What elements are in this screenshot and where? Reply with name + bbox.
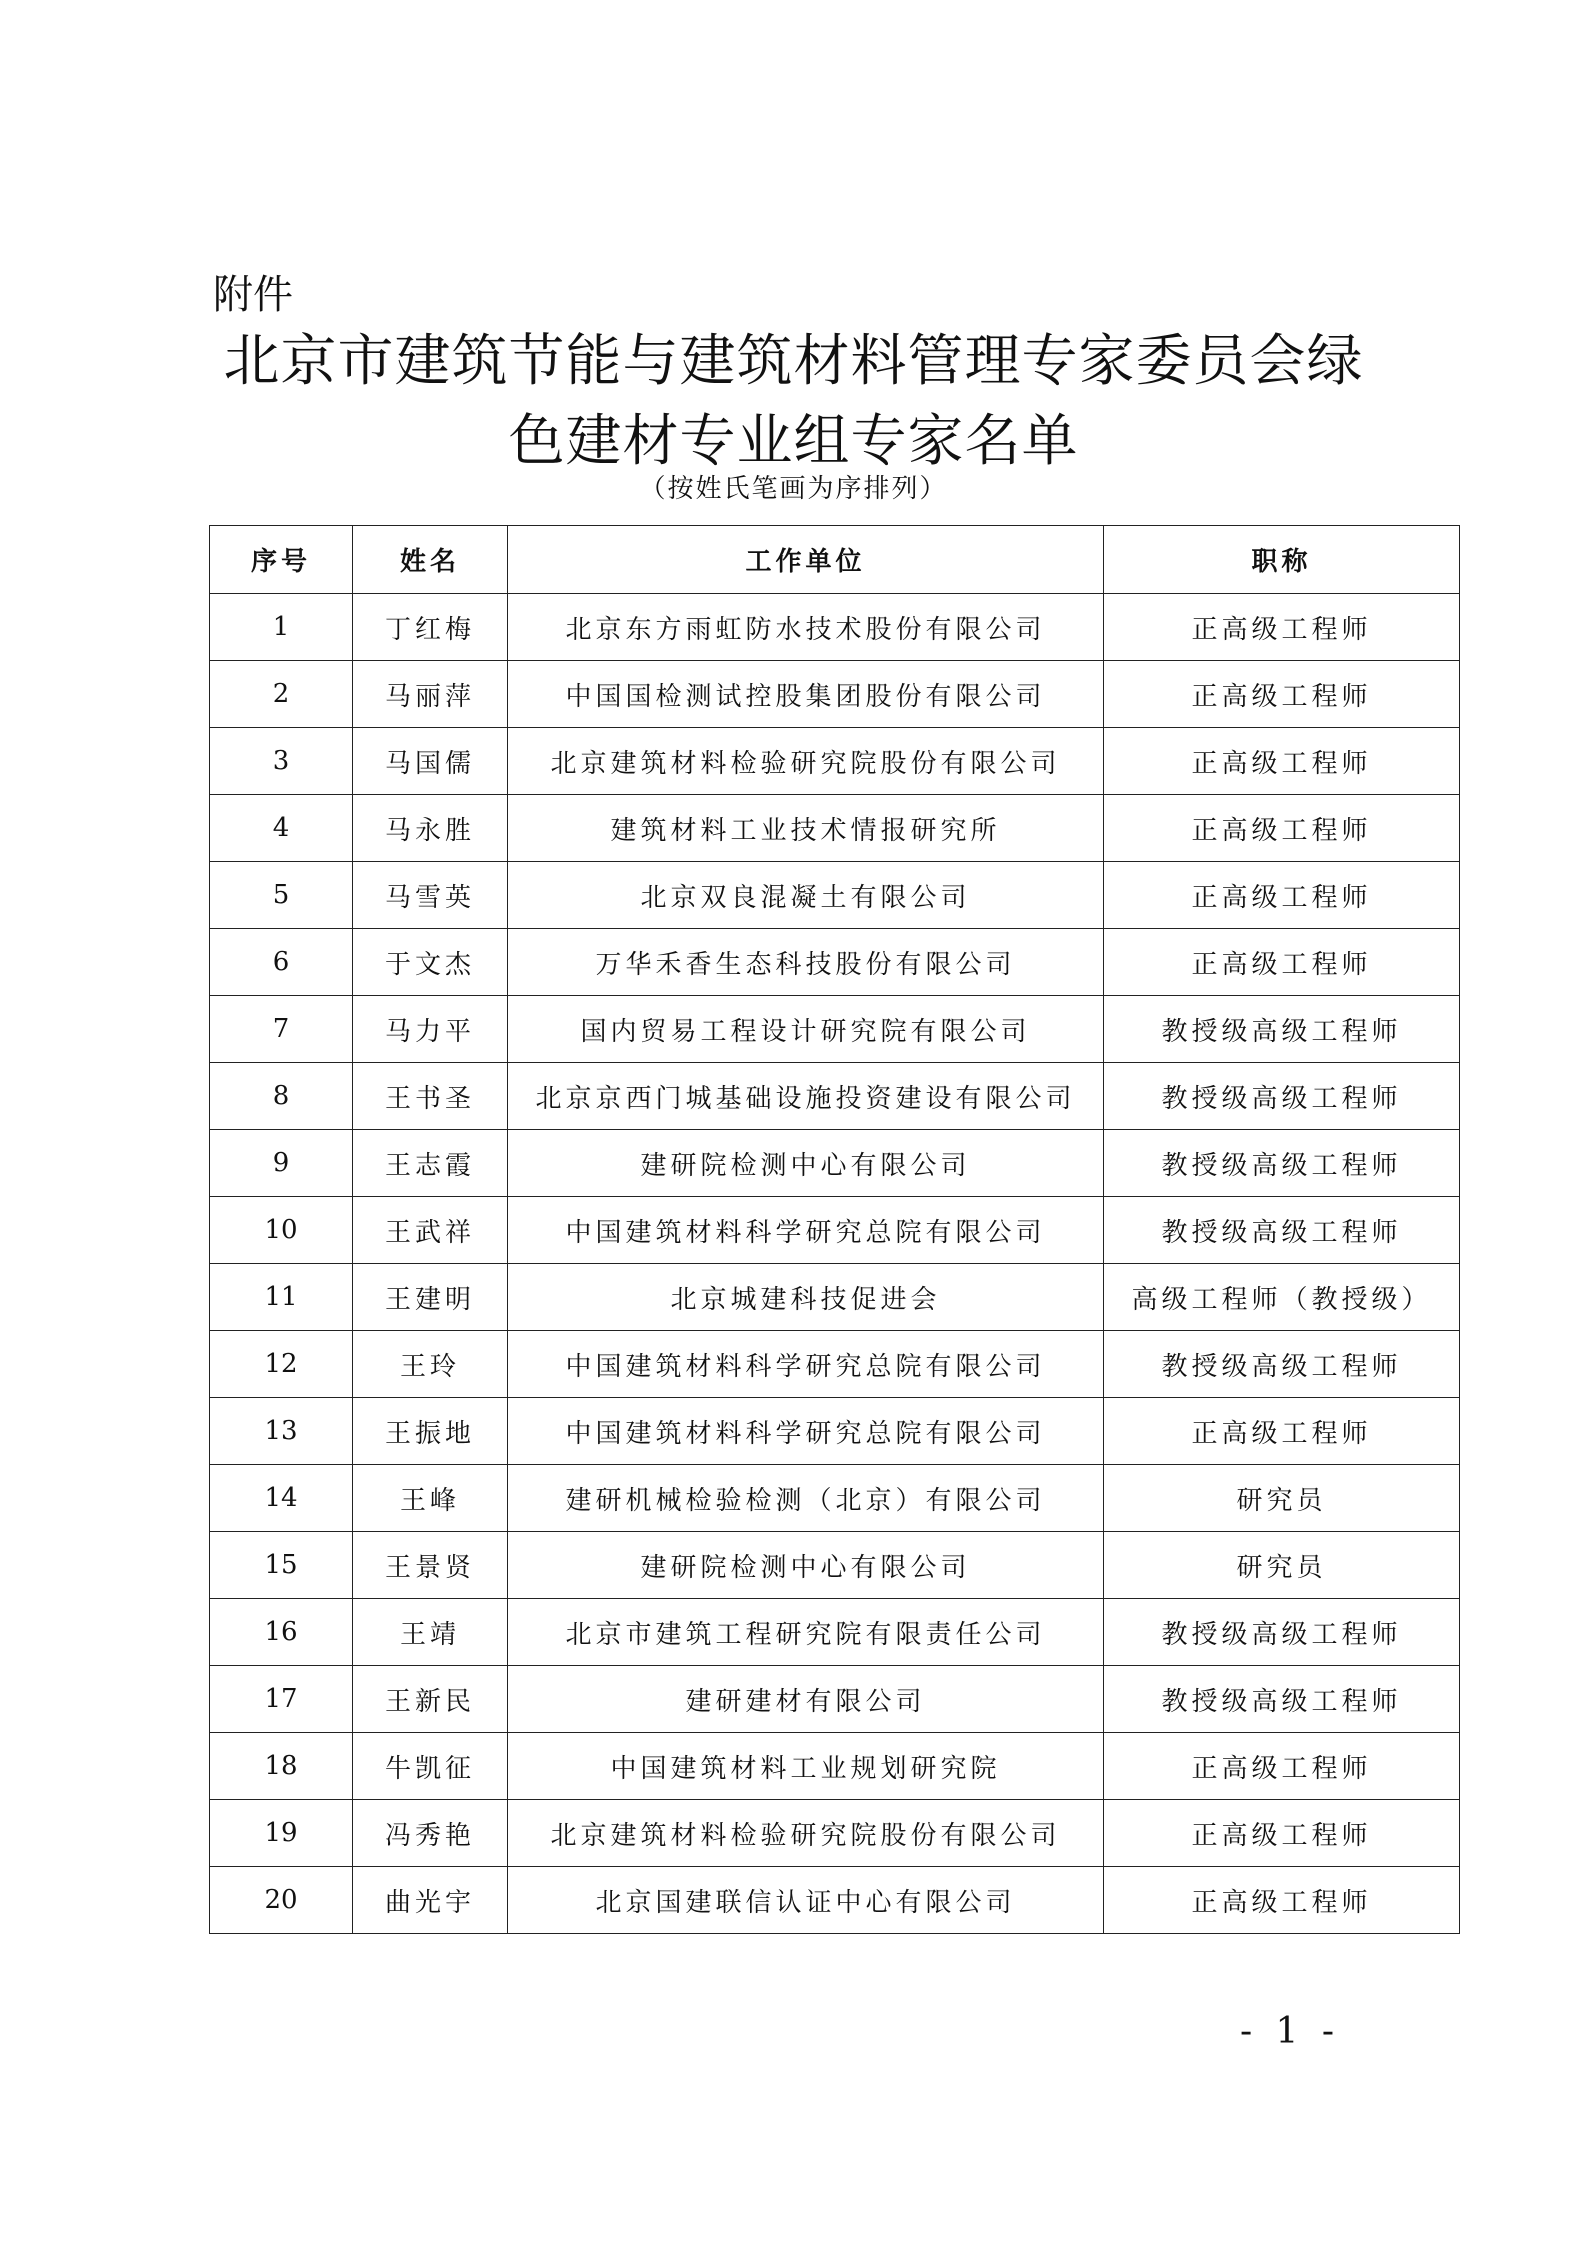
cell-professional-title: 教授级高级工程师 bbox=[1104, 1130, 1460, 1197]
cell-serial-number: 9 bbox=[210, 1130, 353, 1197]
cell-name: 王志霞 bbox=[353, 1130, 508, 1197]
cell-name: 王靖 bbox=[353, 1599, 508, 1666]
expert-list-table bbox=[209, 525, 1460, 1934]
document-title-line-2: 色建材专业组专家名单 bbox=[508, 409, 1079, 474]
table-body bbox=[210, 594, 1460, 1934]
cell-organization: 北京京西门城基础设施投资建设有限公司 bbox=[508, 1063, 1104, 1130]
cell-organization: 中国国检测试控股集团股份有限公司 bbox=[508, 661, 1104, 728]
table-row bbox=[210, 594, 1460, 661]
cell-organization: 建研建材有限公司 bbox=[508, 1666, 1104, 1733]
table-row bbox=[210, 1800, 1460, 1867]
cell-professional-title: 正高级工程师 bbox=[1104, 929, 1460, 996]
cell-professional-title: 高级工程师（教授级） bbox=[1104, 1264, 1460, 1331]
table-row bbox=[210, 795, 1460, 862]
cell-serial-number: 17 bbox=[210, 1666, 353, 1733]
cell-serial-number: 4 bbox=[210, 795, 353, 862]
cell-name: 于文杰 bbox=[353, 929, 508, 996]
cell-professional-title: 教授级高级工程师 bbox=[1104, 1331, 1460, 1398]
cell-professional-title: 教授级高级工程师 bbox=[1104, 996, 1460, 1063]
cell-name: 王景贤 bbox=[353, 1532, 508, 1599]
table-row bbox=[210, 1733, 1460, 1800]
table-row bbox=[210, 1599, 1460, 1666]
cell-organization: 北京市建筑工程研究院有限责任公司 bbox=[508, 1599, 1104, 1666]
cell-organization: 北京双良混凝土有限公司 bbox=[508, 862, 1104, 929]
cell-name: 王振地 bbox=[353, 1398, 508, 1465]
cell-professional-title: 教授级高级工程师 bbox=[1104, 1063, 1460, 1130]
cell-professional-title: 正高级工程师 bbox=[1104, 728, 1460, 795]
table-header-row bbox=[210, 526, 1460, 594]
cell-organization: 北京建筑材料检验研究院股份有限公司 bbox=[508, 1800, 1104, 1867]
cell-organization: 建研机械检验检测（北京）有限公司 bbox=[508, 1465, 1104, 1532]
cell-serial-number: 16 bbox=[210, 1599, 353, 1666]
cell-name: 王建明 bbox=[353, 1264, 508, 1331]
table-row bbox=[210, 728, 1460, 795]
cell-serial-number: 10 bbox=[210, 1197, 353, 1264]
cell-professional-title: 正高级工程师 bbox=[1104, 1800, 1460, 1867]
document-subtitle: （按姓氏笔画为序排列） bbox=[639, 474, 948, 504]
cell-professional-title: 正高级工程师 bbox=[1104, 661, 1460, 728]
cell-name: 牛凯征 bbox=[353, 1733, 508, 1800]
cell-professional-title: 教授级高级工程师 bbox=[1104, 1197, 1460, 1264]
cell-serial-number: 7 bbox=[210, 996, 353, 1063]
cell-professional-title: 教授级高级工程师 bbox=[1104, 1666, 1460, 1733]
cell-professional-title: 正高级工程师 bbox=[1104, 1398, 1460, 1465]
cell-organization: 中国建筑材料科学研究总院有限公司 bbox=[508, 1331, 1104, 1398]
cell-name: 王武祥 bbox=[353, 1197, 508, 1264]
cell-organization: 中国建筑材料工业规划研究院 bbox=[508, 1733, 1104, 1800]
cell-name: 丁红梅 bbox=[353, 594, 508, 661]
cell-professional-title: 研究员 bbox=[1104, 1465, 1460, 1532]
cell-name: 马雪英 bbox=[353, 862, 508, 929]
table-row bbox=[210, 1063, 1460, 1130]
cell-name: 马力平 bbox=[353, 996, 508, 1063]
cell-serial-number: 12 bbox=[210, 1331, 353, 1398]
table-row bbox=[210, 1532, 1460, 1599]
cell-serial-number: 1 bbox=[210, 594, 353, 661]
cell-serial-number: 8 bbox=[210, 1063, 353, 1130]
cell-professional-title: 研究员 bbox=[1104, 1532, 1460, 1599]
table-row bbox=[210, 1197, 1460, 1264]
cell-organization: 中国建筑材料科学研究总院有限公司 bbox=[508, 1197, 1104, 1264]
cell-serial-number: 2 bbox=[210, 661, 353, 728]
table-row bbox=[210, 1331, 1460, 1398]
cell-serial-number: 14 bbox=[210, 1465, 353, 1532]
table-row bbox=[210, 1465, 1460, 1532]
cell-professional-title: 正高级工程师 bbox=[1104, 1867, 1460, 1934]
table-row bbox=[210, 1264, 1460, 1331]
cell-organization: 中国建筑材料科学研究总院有限公司 bbox=[508, 1398, 1104, 1465]
cell-name: 王新民 bbox=[353, 1666, 508, 1733]
page-number: - 1 - bbox=[1239, 2011, 1341, 2052]
cell-serial-number: 20 bbox=[210, 1867, 353, 1934]
cell-serial-number: 19 bbox=[210, 1800, 353, 1867]
cell-professional-title: 教授级高级工程师 bbox=[1104, 1599, 1460, 1666]
cell-name: 王玲 bbox=[353, 1331, 508, 1398]
header-organization: 工作单位 bbox=[508, 526, 1104, 594]
table-row bbox=[210, 1867, 1460, 1934]
table-row bbox=[210, 1666, 1460, 1733]
table-row bbox=[210, 1398, 1460, 1465]
cell-name: 曲光宇 bbox=[353, 1867, 508, 1934]
cell-professional-title: 正高级工程师 bbox=[1104, 795, 1460, 862]
attachment-label: 附件 bbox=[213, 272, 293, 318]
cell-organization: 建筑材料工业技术情报研究所 bbox=[508, 795, 1104, 862]
header-serial-number: 序号 bbox=[210, 526, 353, 594]
cell-professional-title: 正高级工程师 bbox=[1104, 594, 1460, 661]
cell-name: 王峰 bbox=[353, 1465, 508, 1532]
table-row bbox=[210, 929, 1460, 996]
cell-organization: 北京东方雨虹防水技术股份有限公司 bbox=[508, 594, 1104, 661]
cell-organization: 国内贸易工程设计研究院有限公司 bbox=[508, 996, 1104, 1063]
cell-name: 马永胜 bbox=[353, 795, 508, 862]
cell-serial-number: 13 bbox=[210, 1398, 353, 1465]
cell-professional-title: 正高级工程师 bbox=[1104, 862, 1460, 929]
cell-serial-number: 15 bbox=[210, 1532, 353, 1599]
header-professional-title: 职称 bbox=[1104, 526, 1460, 594]
document-title-line-1: 北京市建筑节能与建筑材料管理专家委员会绿 bbox=[223, 329, 1364, 394]
table-row bbox=[210, 1130, 1460, 1197]
cell-name: 王书圣 bbox=[353, 1063, 508, 1130]
cell-serial-number: 11 bbox=[210, 1264, 353, 1331]
cell-serial-number: 6 bbox=[210, 929, 353, 996]
cell-name: 马国儒 bbox=[353, 728, 508, 795]
header-name: 姓名 bbox=[353, 526, 508, 594]
cell-organization: 北京城建科技促进会 bbox=[508, 1264, 1104, 1331]
cell-organization: 建研院检测中心有限公司 bbox=[508, 1130, 1104, 1197]
cell-organization: 北京国建联信认证中心有限公司 bbox=[508, 1867, 1104, 1934]
cell-organization: 建研院检测中心有限公司 bbox=[508, 1532, 1104, 1599]
table-row bbox=[210, 862, 1460, 929]
cell-serial-number: 5 bbox=[210, 862, 353, 929]
cell-professional-title: 正高级工程师 bbox=[1104, 1733, 1460, 1800]
cell-serial-number: 3 bbox=[210, 728, 353, 795]
cell-name: 冯秀艳 bbox=[353, 1800, 508, 1867]
cell-serial-number: 18 bbox=[210, 1733, 353, 1800]
table-row bbox=[210, 661, 1460, 728]
cell-name: 马丽萍 bbox=[353, 661, 508, 728]
table-row bbox=[210, 996, 1460, 1063]
cell-organization: 北京建筑材料检验研究院股份有限公司 bbox=[508, 728, 1104, 795]
cell-organization: 万华禾香生态科技股份有限公司 bbox=[508, 929, 1104, 996]
